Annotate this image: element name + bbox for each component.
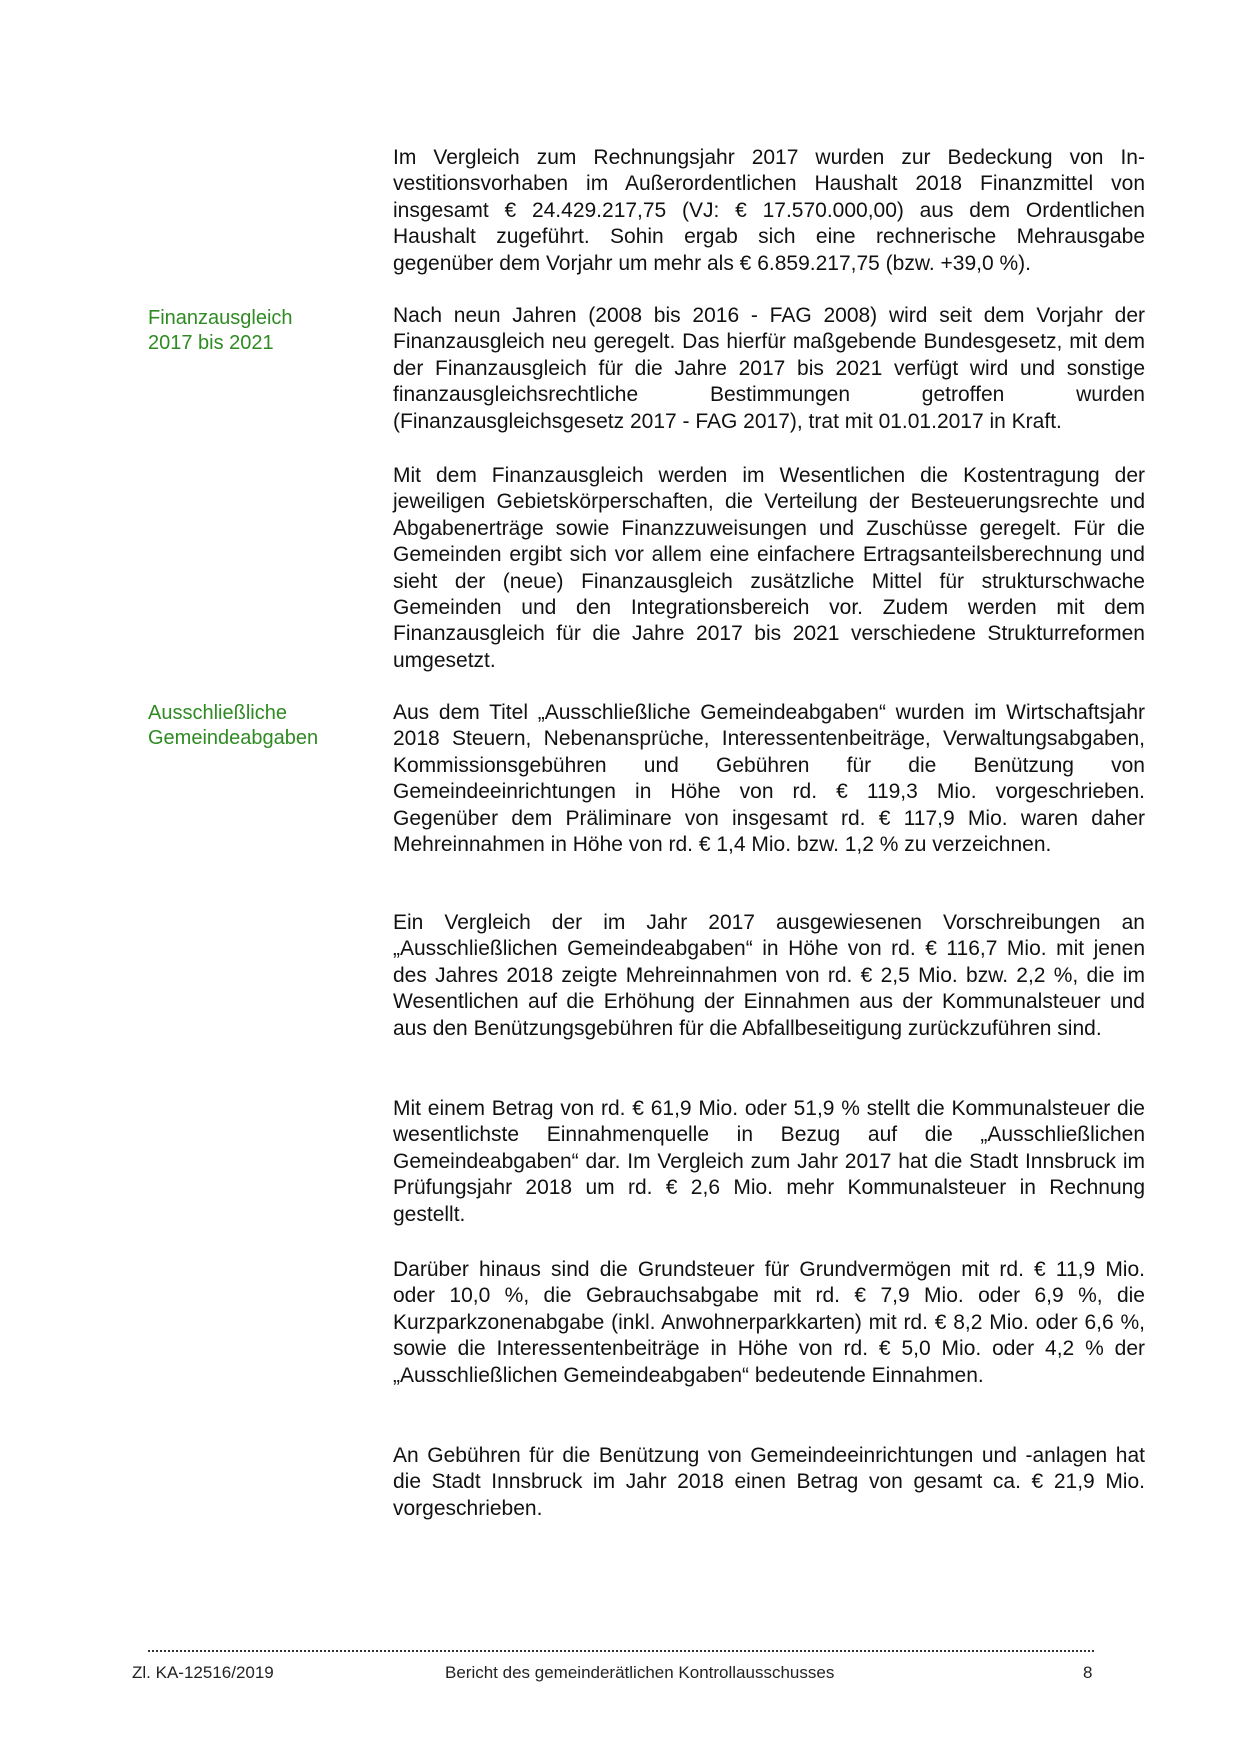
paragraph-text: Mit einem Betrag von rd. € 61,9 Mio. oder 51,9 % stellt die Kommunalsteuer die wesentlichste Einnahmenquelle in Bezug auf die „Ausschließlichen Gemeindeabgaben“ dar. Im Vergleich zum Jahr 2017 hat die Stadt Innsbruck im Prüfungsjahr 2018 um rd. € 2,6 Mio. mehr Kommunalsteuer in Rechnung gestellt.	[393, 1097, 1145, 1226]
margin-note-gemeindeabgaben	[148, 701, 348, 751]
footer-divider	[148, 1650, 1094, 1652]
paragraph-text: Mit dem Finanzausgleich werden im Wesentlichen die Kostentragung der jeweiligen Gebietskörperschaften, die Verteilung der Besteuerungsrechte und Abgabenerträge sowie Finanzzuweisungen und Zuschüsse geregelt. Für die Gemeinden ergibt sich vor allem eine einfachere Ertragsanteilsberechnung und sieht der (neue) Finanzausgleich zusätzliche Mittel für strukturschwache Gemeinden und den Integrationsbereich vor. Zudem werden mit dem Finanzausgleich für die Jahre 2017 bis 2021 verschiedene Strukturreformen umgesetzt.	[393, 464, 1145, 672]
margin-note-line: Finanzausgleich	[148, 307, 293, 329]
paragraph-finanzausgleich-intro	[393, 303, 1145, 435]
paragraph-vergleich	[393, 910, 1145, 1042]
margin-note-finanzausgleich	[148, 306, 348, 356]
footer-title: Bericht des gemeinderätlichen Kontrollausschusses	[445, 1663, 835, 1682]
paragraph-text: Im Vergleich zum Rechnungsjahr 2017 wurden zur Bedeckung von Investitionsvorhaben im Außerordentlichen Haushalt 2018 Finanzmittel von insgesamt € 24.429.217,75 (VJ: € 17.570.000,00) aus dem Ordentlichen Haushalt zugeführt. Sohin ergab sich eine rechnerische Mehrausgabe gegenüber dem Vorjahr um mehr als € 6.859.217,75 (bzw. +39,0 %).	[393, 146, 1145, 275]
margin-note-line: Gemeindeabgaben	[148, 727, 319, 749]
paragraph-text: Aus dem Titel „Ausschließliche Gemeindeabgaben“ wurden im Wirtschaftsjahr 2018 Steuern, Nebenansprüche, Interessentenbeiträge, Verwaltungsabgaben, Kommissionsgebühren und Gebühren für die Benützung von Gemeindeeinrichtungen in Höhe von rd. € 119,3 Mio. vorgeschrieben. Gegenüber dem Präliminare von insgesamt rd. € 117,9 Mio. waren daher Mehreinnahmen in Höhe von rd. € 1,4 Mio. bzw. 1,2 % zu verzeichnen.	[393, 701, 1145, 857]
page-number: 8	[1083, 1663, 1093, 1682]
paragraph-text: Ein Vergleich der im Jahr 2017 ausgewiesenen Vorschreibungen an „Ausschließlichen Gemeindeabgaben“ in Höhe von rd. € 116,7 Mio. mit jenen des Jahres 2018 zeigte Mehreinnahmen von rd. € 2,5 Mio. bzw. 2,2 %, die im Wesentlichen auf die Erhöhung der Einnahmen aus der Kommunalsteuer und aus den Benützungsgebühren für die Abfallbeseitigung zurückzuführen sind.	[393, 911, 1145, 1040]
paragraph-text: An Gebühren für die Benützung von Gemeindeeinrichtungen und -anlagen hat die Stadt Innsbruck im Jahr 2018 einen Betrag von gesamt ca. € 21,9 Mio. vorgeschrieben.	[393, 1444, 1145, 1520]
margin-note-line: 2017 bis 2021	[148, 332, 274, 354]
paragraph-bedeckung	[393, 145, 1145, 277]
paragraph-text: Darüber hinaus sind die Grundsteuer für Grundvermögen mit rd. € 11,9 Mio. oder 10,0 %, die Gebrauchsabgabe mit rd. € 7,9 Mio. oder 6,9 %, die Kurzparkzonenabgabe (inkl. Anwohnerparkkarten) mit rd. € 8,2 Mio. oder 6,6 %, sowie die Interessentenbeiträge in Höhe von rd. € 5,0 Mio. oder 4,2 % der „Ausschließlichen Gemeindeabgaben“ bedeutende Einnahmen.	[393, 1258, 1145, 1387]
paragraph-text: Nach neun Jahren (2008 bis 2016 - FAG 2008) wird seit dem Vorjahr der Finanzausgleich neu geregelt. Das hierfür maßgebende Bundesgesetz, mit dem der Finanzausgleich für die Jahre 2017 bis 2021 verfügt wird und sonstige finanzausgleichsrechtliche Bestimmungen getroffen wurden (Finanzausgleichsgesetz 2017 - FAG 2017), trat mit 01.01.2017 in Kraft.	[393, 304, 1145, 433]
paragraph-grundsteuer	[393, 1257, 1145, 1389]
paragraph-finanzausgleich-details	[393, 463, 1145, 674]
margin-note-line: Ausschließliche	[148, 702, 287, 724]
paragraph-gebuehren	[393, 1443, 1145, 1522]
footer-reference: Zl. KA-12516/2019	[132, 1663, 274, 1682]
paragraph-gemeindeabgaben	[393, 700, 1145, 858]
paragraph-kommunalsteuer	[393, 1096, 1145, 1228]
